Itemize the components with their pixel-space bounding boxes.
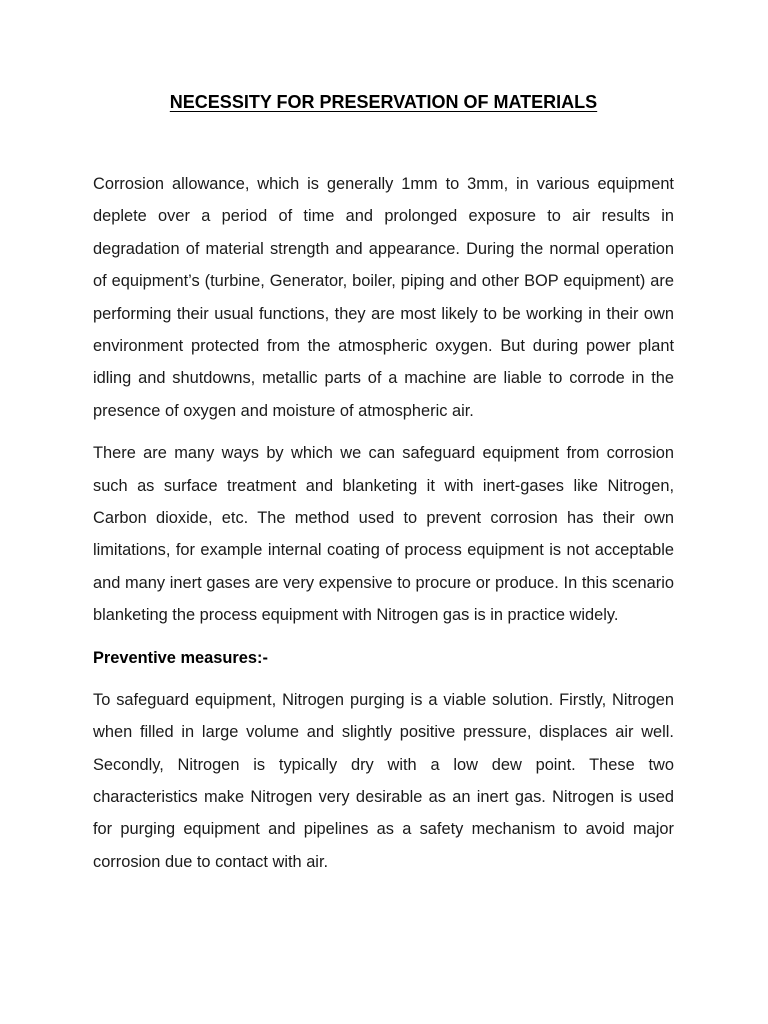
paragraph-nitrogen-purging: To safeguard equipment, Nitrogen purging is a viable solution. Firstly, Nitrogen when filled in large volume and slightly positive pressure, displaces air well. Secondly, Nitrogen is typically dry with a low dew point. These two characteristics make Nitrogen very desirable as an inert gas. Nitrogen is used for purging equipment and pipelines as a safety mechanism to avoid major corrosion due to contact with air. (93, 690, 674, 871)
paragraph-corrosion-allowance: Corrosion allowance, which is generally 1mm to 3mm, in various equipment deplete over a period of time and prolonged exposure to air results in degradation of material strength and appearance. During the normal operation of equipment’s (turbine, Generator, boiler, piping and other BOP equipment) are performing their usual functions, they are most likely to be working in their own environment protected from the atmospheric oxygen. But during power plant idling and shutdowns, metallic parts of a machine are liable to corrode in the presence of oxygen and moisture of atmospheric air. (93, 175, 674, 420)
paragraph-safeguard-methods: There are many ways by which we can safeguard equipment from corrosion such as surface treatment and blanketing it with inert-gases like Nitrogen, Carbon dioxide, etc. The method used to prevent corrosion has their own limitations, for example internal coating of process equipment is not acceptable and many inert gases are very expensive to procure or produce. In this scenario blanketing the process equipment with Nitrogen gas is in practice widely. (93, 444, 674, 625)
section-heading-preventive-measures: Preventive measures:- (93, 648, 268, 667)
page-title: NECESSITY FOR PRESERVATION OF MATERIALS (169, 92, 598, 112)
document-body (93, 168, 674, 888)
